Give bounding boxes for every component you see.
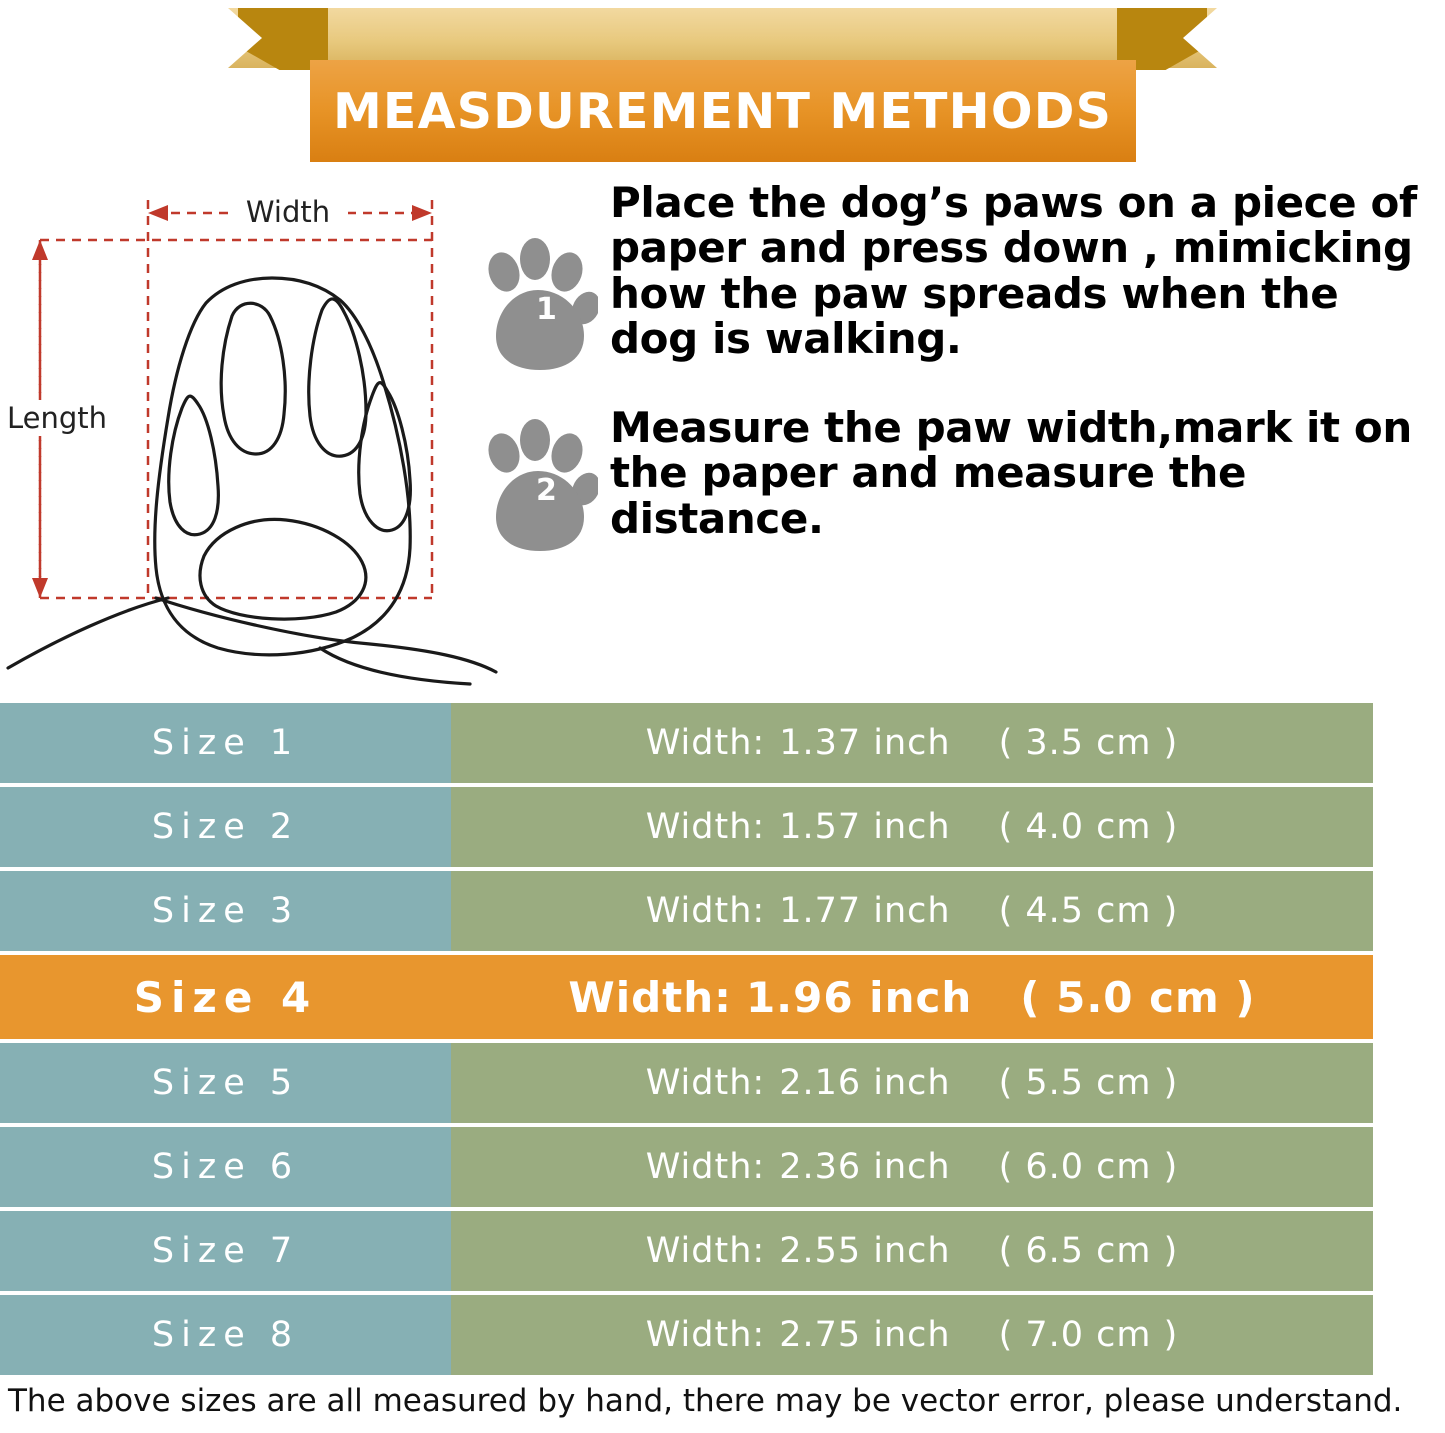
paw-outline-icon [8,278,496,684]
width-text-label: Width: [645,1315,766,1355]
width-value [451,1211,1373,1291]
width-value [451,1043,1373,1123]
width-inch: 2.16 inch [779,1063,951,1103]
steps-list [480,180,1440,586]
size-label: Size 2 [0,787,451,867]
table-row [0,1211,1373,1291]
width-cm: ( 5.5 cm ) [998,1063,1179,1103]
size-label: Size 1 [0,703,451,783]
width-cm: ( 4.0 cm ) [998,807,1179,847]
width-value [451,1295,1373,1375]
width-inch: 1.96 inch [745,972,973,1022]
step-1-text: Place the dog’s paws on a piece of paper and press down , mimicking how the paw spreads when the dog is walking. [610,178,1417,364]
step-2-icon-wrap [480,405,610,564]
size-table [0,703,1373,1379]
size-label: Size 4 [0,955,451,1039]
width-cm: ( 6.5 cm ) [998,1231,1179,1271]
footnote: The above sizes are all measured by hand, there may be vector error, please understand. [8,1383,1403,1419]
width-cm: ( 5.0 cm ) [1020,972,1256,1022]
step-item [480,180,1440,383]
table-row [0,871,1373,951]
paw-measurement-diagram [0,168,500,698]
width-cm: ( 6.0 cm ) [998,1147,1179,1187]
width-text-label: Width: [645,807,766,847]
width-value [451,1127,1373,1207]
width-text-label: Width: [645,1147,766,1187]
size-label: Size 7 [0,1211,451,1291]
table-row-selected [0,955,1373,1039]
ribbon-notch-right [1183,8,1217,68]
size-label: Size 3 [0,871,451,951]
page-title: MEASDUREMENT METHODS [332,82,1113,140]
step-1-icon-wrap [480,180,610,383]
width-inch: 2.55 inch [779,1231,951,1271]
banner-plate [310,60,1136,162]
width-text-label: Width: [645,1231,766,1271]
width-text-label: Width: [645,1063,766,1103]
width-cm: ( 4.5 cm ) [998,891,1179,931]
header-banner [0,0,1445,168]
step-2-text: Measure the paw width,mark it on the paper and measure the distance. [610,403,1412,543]
table-row [0,1043,1373,1123]
size-label: Size 8 [0,1295,451,1375]
size-label: Size 6 [0,1127,451,1207]
width-value [451,871,1373,951]
width-inch: 1.57 inch [779,807,951,847]
width-text-label: Width: [645,891,766,931]
table-row [0,787,1373,867]
step-2-number: 2 [536,473,557,508]
width-label: Width [245,195,331,229]
instructions-area [0,168,1445,703]
width-inch: 2.36 inch [779,1147,951,1187]
size-label: Size 5 [0,1043,451,1123]
width-text-label: Width: [645,723,766,763]
width-inch: 2.75 inch [779,1315,951,1355]
length-label: Length [6,401,108,435]
width-inch: 1.77 inch [779,891,951,931]
width-text-label: Width: [568,972,732,1022]
table-row [0,1127,1373,1207]
ribbon-notch-left [228,8,262,68]
width-inch: 1.37 inch [779,723,951,763]
width-cm: ( 3.5 cm ) [998,723,1179,763]
table-row [0,703,1373,783]
width-cm: ( 7.0 cm ) [998,1315,1179,1355]
table-row [0,1295,1373,1375]
width-value [451,787,1373,867]
width-value [451,703,1373,783]
width-value [451,955,1373,1039]
step-1-number: 1 [536,292,557,327]
step-item [480,405,1440,564]
